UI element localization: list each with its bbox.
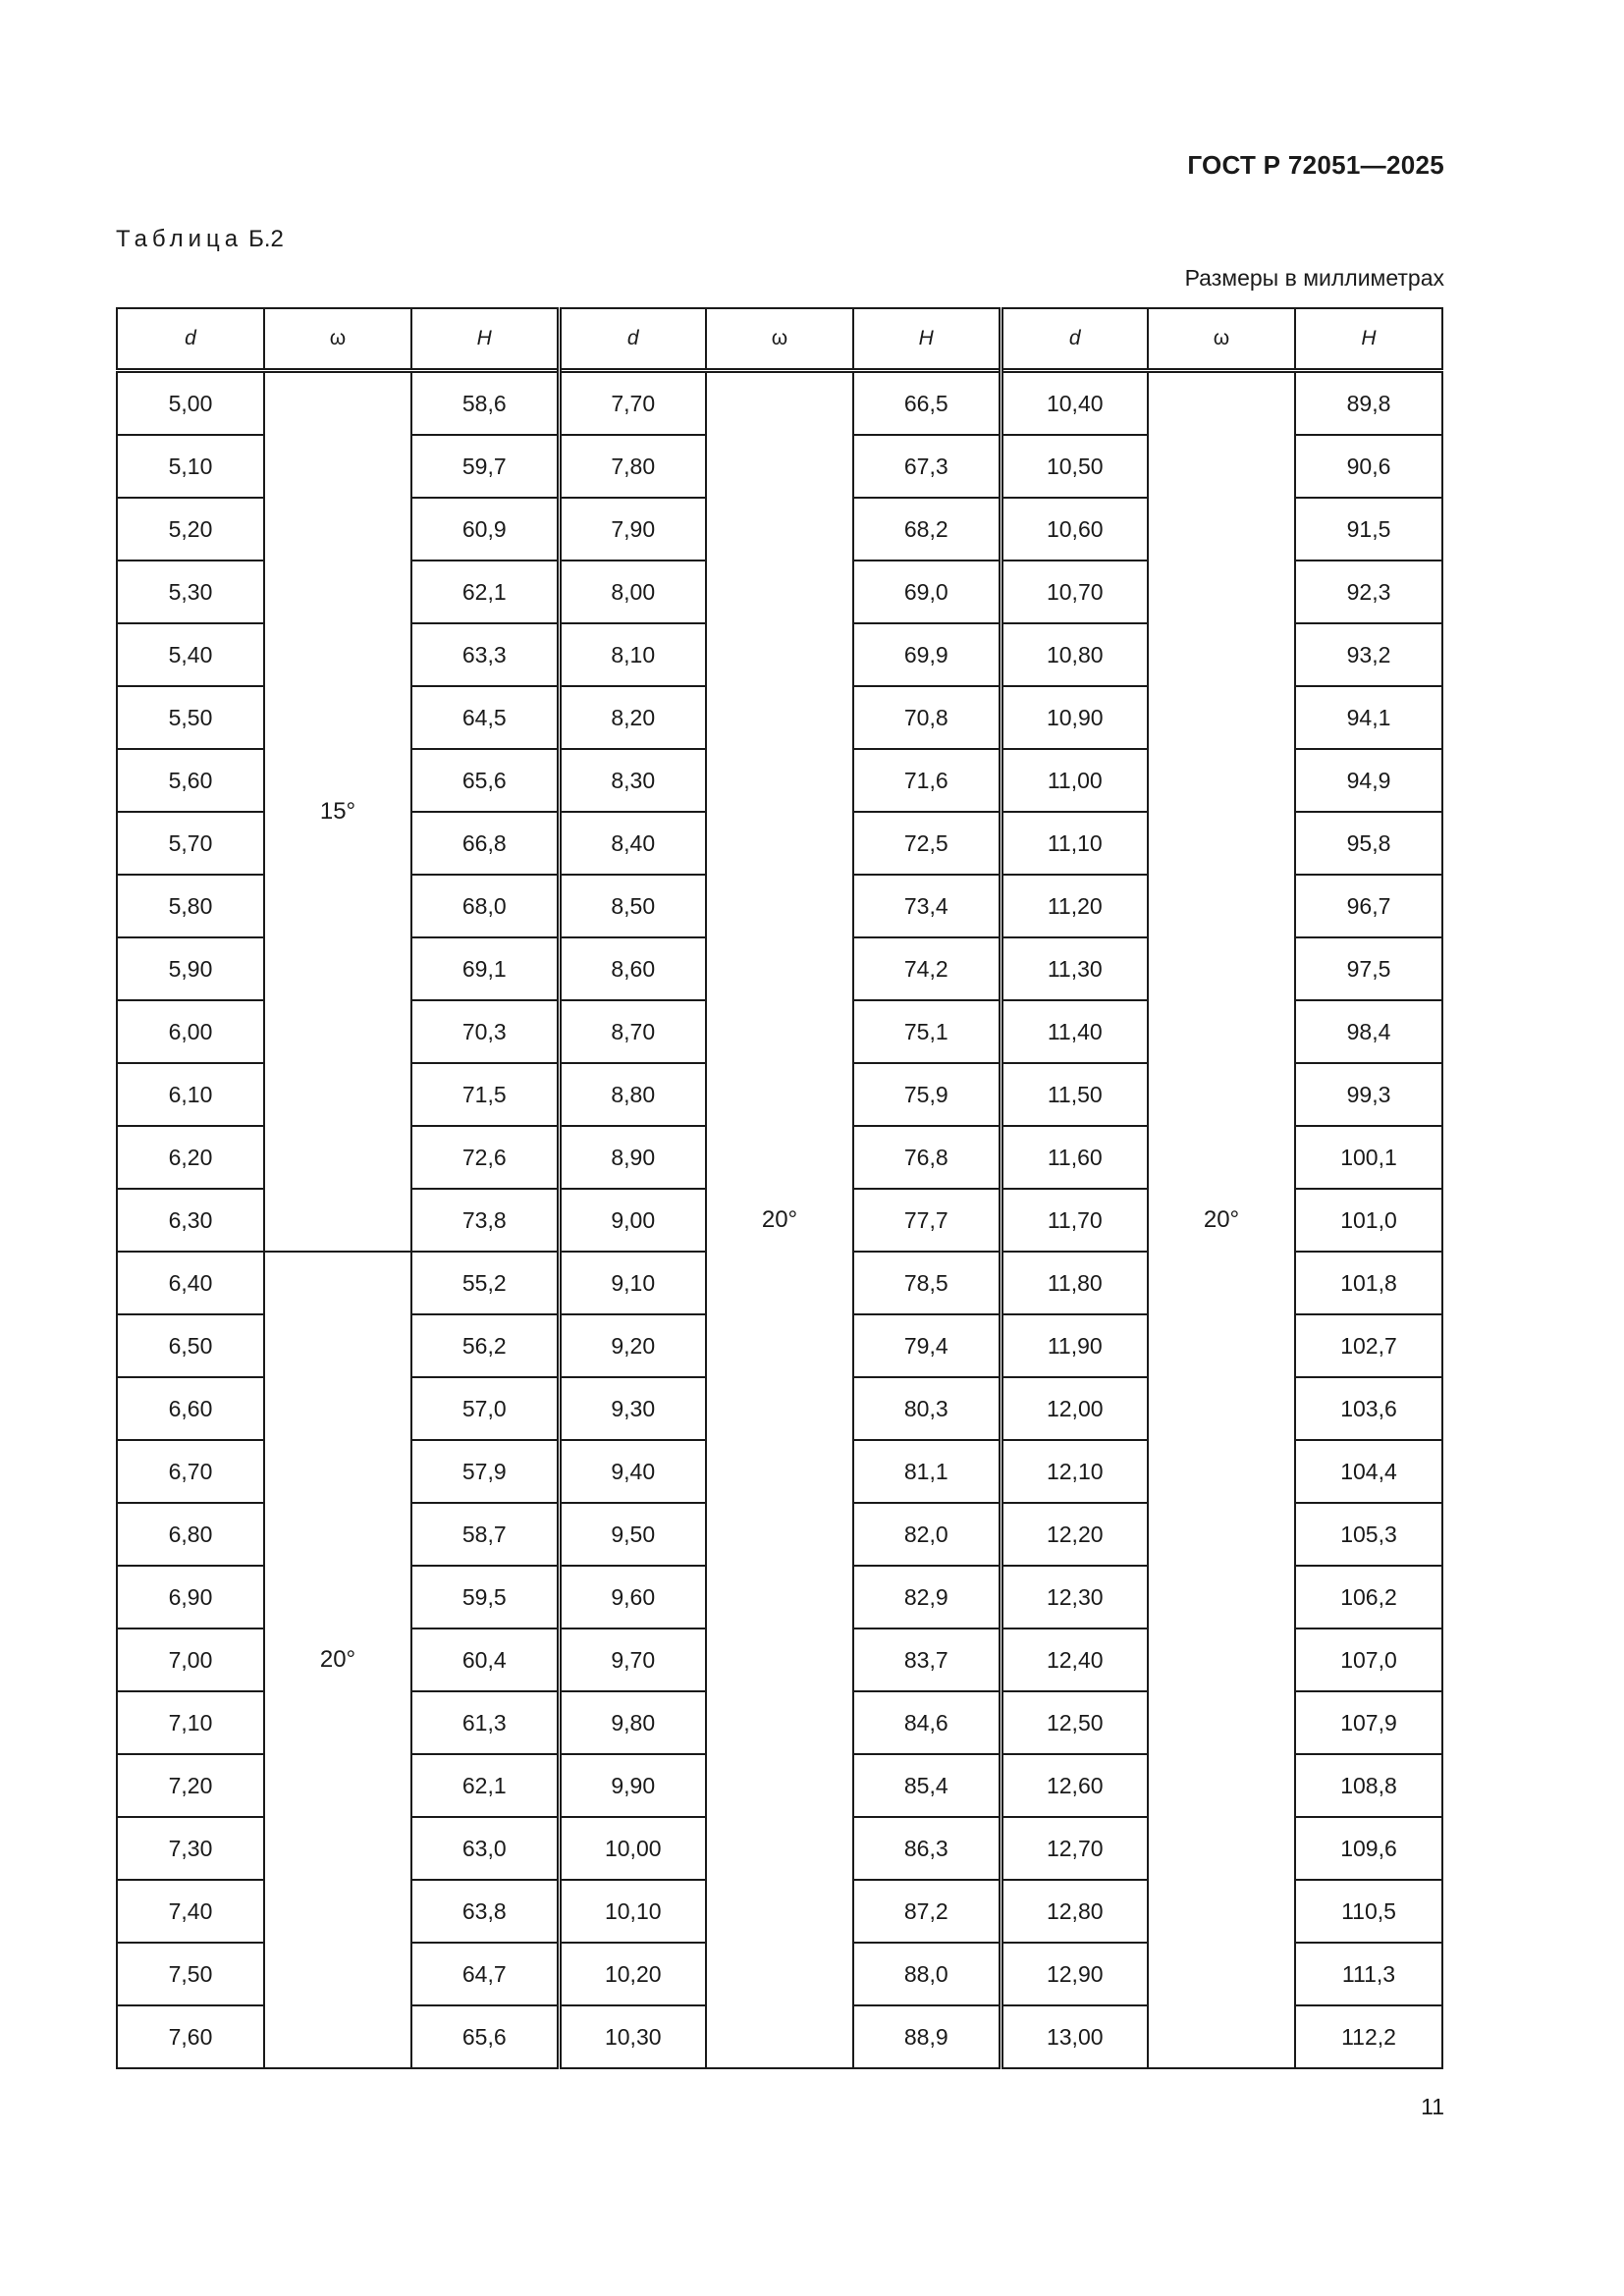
h-cell: 56,2 (411, 1314, 559, 1377)
h-cell: 55,2 (411, 1252, 559, 1314)
column-header-h: H (853, 308, 1001, 371)
d-cell: 9,10 (559, 1252, 706, 1314)
d-cell: 7,00 (117, 1629, 264, 1691)
d-cell: 11,80 (1001, 1252, 1148, 1314)
d-cell: 5,40 (117, 623, 264, 686)
d-cell: 10,90 (1001, 686, 1148, 749)
h-cell: 82,9 (853, 1566, 1001, 1629)
h-cell: 71,5 (411, 1063, 559, 1126)
h-cell: 91,5 (1295, 498, 1442, 561)
d-cell: 8,60 (559, 937, 706, 1000)
d-cell: 10,70 (1001, 561, 1148, 623)
d-cell: 7,20 (117, 1754, 264, 1817)
table-caption-number: Б.2 (248, 226, 284, 252)
h-cell: 65,6 (411, 749, 559, 812)
h-cell: 76,8 (853, 1126, 1001, 1189)
h-cell: 59,5 (411, 1566, 559, 1629)
h-cell: 102,7 (1295, 1314, 1442, 1377)
d-cell: 8,40 (559, 812, 706, 875)
d-cell: 8,90 (559, 1126, 706, 1189)
d-cell: 10,60 (1001, 498, 1148, 561)
h-cell: 98,4 (1295, 1000, 1442, 1063)
d-cell: 12,20 (1001, 1503, 1148, 1566)
d-cell: 11,30 (1001, 937, 1148, 1000)
d-cell: 12,70 (1001, 1817, 1148, 1880)
units-note: Размеры в миллиметрах (1184, 265, 1444, 291)
h-cell: 112,2 (1295, 2005, 1442, 2068)
d-cell: 11,50 (1001, 1063, 1148, 1126)
column-header-omega: ω (264, 308, 411, 371)
h-cell: 88,0 (853, 1943, 1001, 2005)
h-cell: 61,3 (411, 1691, 559, 1754)
d-cell: 9,80 (559, 1691, 706, 1754)
h-cell: 93,2 (1295, 623, 1442, 686)
h-cell: 68,0 (411, 875, 559, 937)
d-cell: 11,90 (1001, 1314, 1148, 1377)
column-header-d: d (117, 308, 264, 371)
d-cell: 8,20 (559, 686, 706, 749)
h-cell: 100,1 (1295, 1126, 1442, 1189)
h-cell: 63,8 (411, 1880, 559, 1943)
d-cell: 6,90 (117, 1566, 264, 1629)
h-cell: 67,3 (853, 435, 1001, 498)
h-cell: 108,8 (1295, 1754, 1442, 1817)
d-cell: 6,20 (117, 1126, 264, 1189)
column-header-d: d (1001, 308, 1148, 371)
h-cell: 81,1 (853, 1440, 1001, 1503)
page-number: 11 (1421, 2094, 1444, 2119)
h-cell: 88,9 (853, 2005, 1001, 2068)
d-cell: 6,10 (117, 1063, 264, 1126)
d-cell: 8,00 (559, 561, 706, 623)
d-cell: 11,00 (1001, 749, 1148, 812)
h-cell: 75,9 (853, 1063, 1001, 1126)
d-cell: 10,80 (1001, 623, 1148, 686)
h-cell: 96,7 (1295, 875, 1442, 937)
h-cell: 77,7 (853, 1189, 1001, 1252)
d-cell: 11,10 (1001, 812, 1148, 875)
omega-cell: 15° (264, 371, 411, 1253)
h-cell: 103,6 (1295, 1377, 1442, 1440)
h-cell: 75,1 (853, 1000, 1001, 1063)
d-cell: 7,10 (117, 1691, 264, 1754)
h-cell: 94,1 (1295, 686, 1442, 749)
h-cell: 101,0 (1295, 1189, 1442, 1252)
h-cell: 90,6 (1295, 435, 1442, 498)
d-cell: 8,50 (559, 875, 706, 937)
d-cell: 5,60 (117, 749, 264, 812)
d-cell: 6,00 (117, 1000, 264, 1063)
h-cell: 70,3 (411, 1000, 559, 1063)
d-cell: 5,30 (117, 561, 264, 623)
h-cell: 64,7 (411, 1943, 559, 2005)
h-cell: 79,4 (853, 1314, 1001, 1377)
d-cell: 9,60 (559, 1566, 706, 1629)
h-cell: 104,4 (1295, 1440, 1442, 1503)
h-cell: 86,3 (853, 1817, 1001, 1880)
h-cell: 105,3 (1295, 1503, 1442, 1566)
h-cell: 69,0 (853, 561, 1001, 623)
column-header-omega: ω (706, 308, 853, 371)
d-cell: 8,10 (559, 623, 706, 686)
d-cell: 12,10 (1001, 1440, 1148, 1503)
h-cell: 111,3 (1295, 1943, 1442, 2005)
d-cell: 8,80 (559, 1063, 706, 1126)
d-cell: 12,80 (1001, 1880, 1148, 1943)
d-cell: 6,30 (117, 1189, 264, 1252)
d-cell: 12,40 (1001, 1629, 1148, 1691)
d-cell: 9,30 (559, 1377, 706, 1440)
h-cell: 84,6 (853, 1691, 1001, 1754)
d-cell: 11,20 (1001, 875, 1148, 937)
h-cell: 82,0 (853, 1503, 1001, 1566)
h-cell: 87,2 (853, 1880, 1001, 1943)
d-cell: 7,40 (117, 1880, 264, 1943)
h-cell: 71,6 (853, 749, 1001, 812)
d-cell: 5,80 (117, 875, 264, 937)
h-cell: 83,7 (853, 1629, 1001, 1691)
h-cell: 99,3 (1295, 1063, 1442, 1126)
h-cell: 69,9 (853, 623, 1001, 686)
d-cell: 5,90 (117, 937, 264, 1000)
h-cell: 59,7 (411, 435, 559, 498)
h-cell: 110,5 (1295, 1880, 1442, 1943)
table-header-row (117, 308, 1442, 371)
h-cell: 66,8 (411, 812, 559, 875)
h-cell: 109,6 (1295, 1817, 1442, 1880)
h-cell: 70,8 (853, 686, 1001, 749)
d-cell: 7,50 (117, 1943, 264, 2005)
d-cell: 6,70 (117, 1440, 264, 1503)
h-cell: 73,8 (411, 1189, 559, 1252)
h-cell: 85,4 (853, 1754, 1001, 1817)
table-body (117, 371, 1442, 2069)
column-header-h: H (1295, 308, 1442, 371)
d-cell: 7,80 (559, 435, 706, 498)
d-cell: 11,60 (1001, 1126, 1148, 1189)
column-header-h: H (411, 308, 559, 371)
d-cell: 13,00 (1001, 2005, 1148, 2068)
d-cell: 10,20 (559, 1943, 706, 2005)
d-cell: 7,70 (559, 371, 706, 436)
d-cell: 12,30 (1001, 1566, 1148, 1629)
h-cell: 72,5 (853, 812, 1001, 875)
h-cell: 62,1 (411, 561, 559, 623)
d-cell: 9,70 (559, 1629, 706, 1691)
omega-cell: 20° (706, 371, 853, 2069)
d-cell: 9,50 (559, 1503, 706, 1566)
d-cell: 9,90 (559, 1754, 706, 1817)
d-cell: 12,60 (1001, 1754, 1148, 1817)
column-header-omega: ω (1148, 308, 1295, 371)
d-cell: 7,90 (559, 498, 706, 561)
omega-cell: 20° (264, 1252, 411, 2068)
h-cell: 69,1 (411, 937, 559, 1000)
h-cell: 97,5 (1295, 937, 1442, 1000)
h-cell: 58,7 (411, 1503, 559, 1566)
d-cell: 11,40 (1001, 1000, 1148, 1063)
h-cell: 63,3 (411, 623, 559, 686)
h-cell: 101,8 (1295, 1252, 1442, 1314)
table-caption-label: Таблица (116, 226, 244, 252)
h-cell: 57,0 (411, 1377, 559, 1440)
d-cell: 9,20 (559, 1314, 706, 1377)
d-cell: 12,90 (1001, 1943, 1148, 2005)
d-cell: 8,30 (559, 749, 706, 812)
h-cell: 66,5 (853, 371, 1001, 436)
h-cell: 73,4 (853, 875, 1001, 937)
d-cell: 5,00 (117, 371, 264, 436)
h-cell: 63,0 (411, 1817, 559, 1880)
d-cell: 10,40 (1001, 371, 1148, 436)
h-cell: 60,4 (411, 1629, 559, 1691)
h-cell: 92,3 (1295, 561, 1442, 623)
h-cell: 64,5 (411, 686, 559, 749)
h-cell: 58,6 (411, 371, 559, 436)
d-cell: 6,50 (117, 1314, 264, 1377)
d-cell: 9,00 (559, 1189, 706, 1252)
d-cell: 5,70 (117, 812, 264, 875)
table-caption (116, 226, 284, 253)
h-cell: 95,8 (1295, 812, 1442, 875)
document-code: ГОСТ Р 72051—2025 (1187, 150, 1444, 180)
d-cell: 6,80 (117, 1503, 264, 1566)
column-header-d: d (559, 308, 706, 371)
d-cell: 10,50 (1001, 435, 1148, 498)
h-cell: 62,1 (411, 1754, 559, 1817)
h-cell: 60,9 (411, 498, 559, 561)
d-cell: 10,30 (559, 2005, 706, 2068)
table-row (117, 371, 1442, 436)
d-cell: 6,40 (117, 1252, 264, 1314)
h-cell: 94,9 (1295, 749, 1442, 812)
h-cell: 80,3 (853, 1377, 1001, 1440)
d-cell: 6,60 (117, 1377, 264, 1440)
h-cell: 107,0 (1295, 1629, 1442, 1691)
d-cell: 7,60 (117, 2005, 264, 2068)
h-cell: 107,9 (1295, 1691, 1442, 1754)
d-cell: 10,10 (559, 1880, 706, 1943)
h-cell: 74,2 (853, 937, 1001, 1000)
d-cell: 7,30 (117, 1817, 264, 1880)
dimensions-table (116, 307, 1443, 2069)
h-cell: 68,2 (853, 498, 1001, 561)
omega-cell: 20° (1148, 371, 1295, 2069)
d-cell: 5,10 (117, 435, 264, 498)
d-cell: 5,50 (117, 686, 264, 749)
h-cell: 106,2 (1295, 1566, 1442, 1629)
h-cell: 72,6 (411, 1126, 559, 1189)
d-cell: 12,50 (1001, 1691, 1148, 1754)
d-cell: 8,70 (559, 1000, 706, 1063)
d-cell: 12,00 (1001, 1377, 1148, 1440)
h-cell: 78,5 (853, 1252, 1001, 1314)
d-cell: 5,20 (117, 498, 264, 561)
h-cell: 65,6 (411, 2005, 559, 2068)
d-cell: 11,70 (1001, 1189, 1148, 1252)
h-cell: 89,8 (1295, 371, 1442, 436)
d-cell: 9,40 (559, 1440, 706, 1503)
d-cell: 10,00 (559, 1817, 706, 1880)
h-cell: 57,9 (411, 1440, 559, 1503)
